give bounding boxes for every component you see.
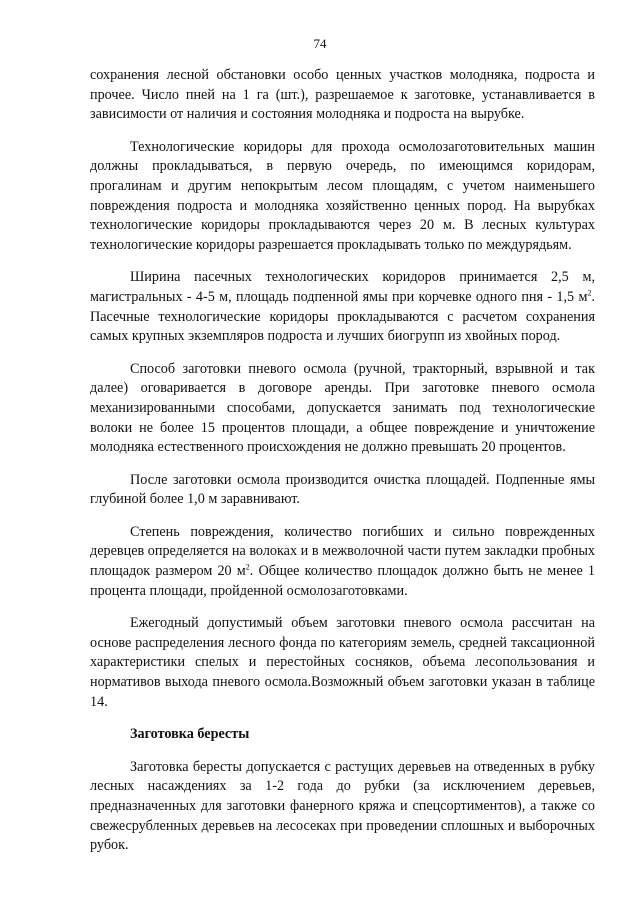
paragraph-damage-assessment <box>90 523 595 601</box>
paragraph-corridor-width <box>90 268 595 346</box>
paragraph-text: Степень повреждения, количество погибших и сильно поврежденных деревцев определяется на волоках и в межволочной части путем закладки пробных площадок размером 20 м <box>90 523 595 580</box>
section-heading: Заготовка бересты <box>130 726 250 743</box>
superscript: 2 <box>245 562 250 572</box>
paragraph-text: . Общее количество площадок должно быть не менее 1 процента площади, пройденной осмолозаготовками. <box>90 563 595 599</box>
page-number: 74 <box>313 36 327 51</box>
paragraph-site-cleanup: После заготовки осмола производится очистка площадей. Подпенные ямы глубиной более 1,0 м заравнивают. <box>90 471 595 508</box>
page-content <box>90 66 595 869</box>
paragraph-text: . Пасечные технологические коридоры прокладываются с расчетом сохранения самых крупных экземпляров подроста и лучших биогрупп из хвойных пород. <box>90 288 595 345</box>
paragraph-continued: сохранения лесной обстановки особо ценных участков молодняка, подроста и прочее. Число пней на 1 га (шт.), разрешаемое к заготовке, устанавливается в зависимости от наличия и состояния молодняка и подроста на вырубке. <box>90 67 595 123</box>
paragraph-text: Ширина пасечных технологических коридоров принимается 2,5 м, магистральных - 4-5 м, площадь подпенной ямы при корчевке одного пня - 1,5 м <box>90 269 595 305</box>
paragraph-technological-corridors: Технологические коридоры для прохода осмолозаготовительных машин должны прокладываться, в первую очередь, по имеющимся коридорам, прогалинам и другим непокрытым лесом площадям, с учетом наименьшего повреждения подроста и молодняка хозяйственно ценных пород. На вырубках технологические коридоры прокладываются через 20 м. В лесных культурах технологические коридоры разрешается прокладывать только по междурядьям. <box>90 138 595 253</box>
superscript: 2 <box>587 288 592 298</box>
paragraph-harvesting-method: Способ заготовки пневого осмола (ручной, тракторный, взрывной и так далее) оговаривается в договоре аренды. При заготовке пневого осмола механизированными способами, допускается занимать под технологические волоки не более 15 процентов площади, а общее повреждение и уничтожение молодняка естественного происхождения не должно превышать 20 процентов. <box>90 360 595 456</box>
paragraph-birch-bark: Заготовка бересты допускается с растущих деревьев на отведенных в рубку лесных насаждениях за 1-2 года до рубки (за исключением деревьев, предназначенных для заготовки фанерного кряжа и спецсортиментов), а также со свежесрубленных деревьев на лесосеках при проведении сплошных и выборочных рубок. <box>90 758 595 854</box>
paragraph-annual-volume: Ежегодный допустимый объем заготовки пневого осмола рассчитан на основе распределения лесного фонда по категориям земель, средней таксационной характеристики спелых и перестойных сосняков, объема лесопользования и нормативов выхода пневого осмола.Возможный объем заготовки указан в таблице 14. <box>90 615 595 710</box>
